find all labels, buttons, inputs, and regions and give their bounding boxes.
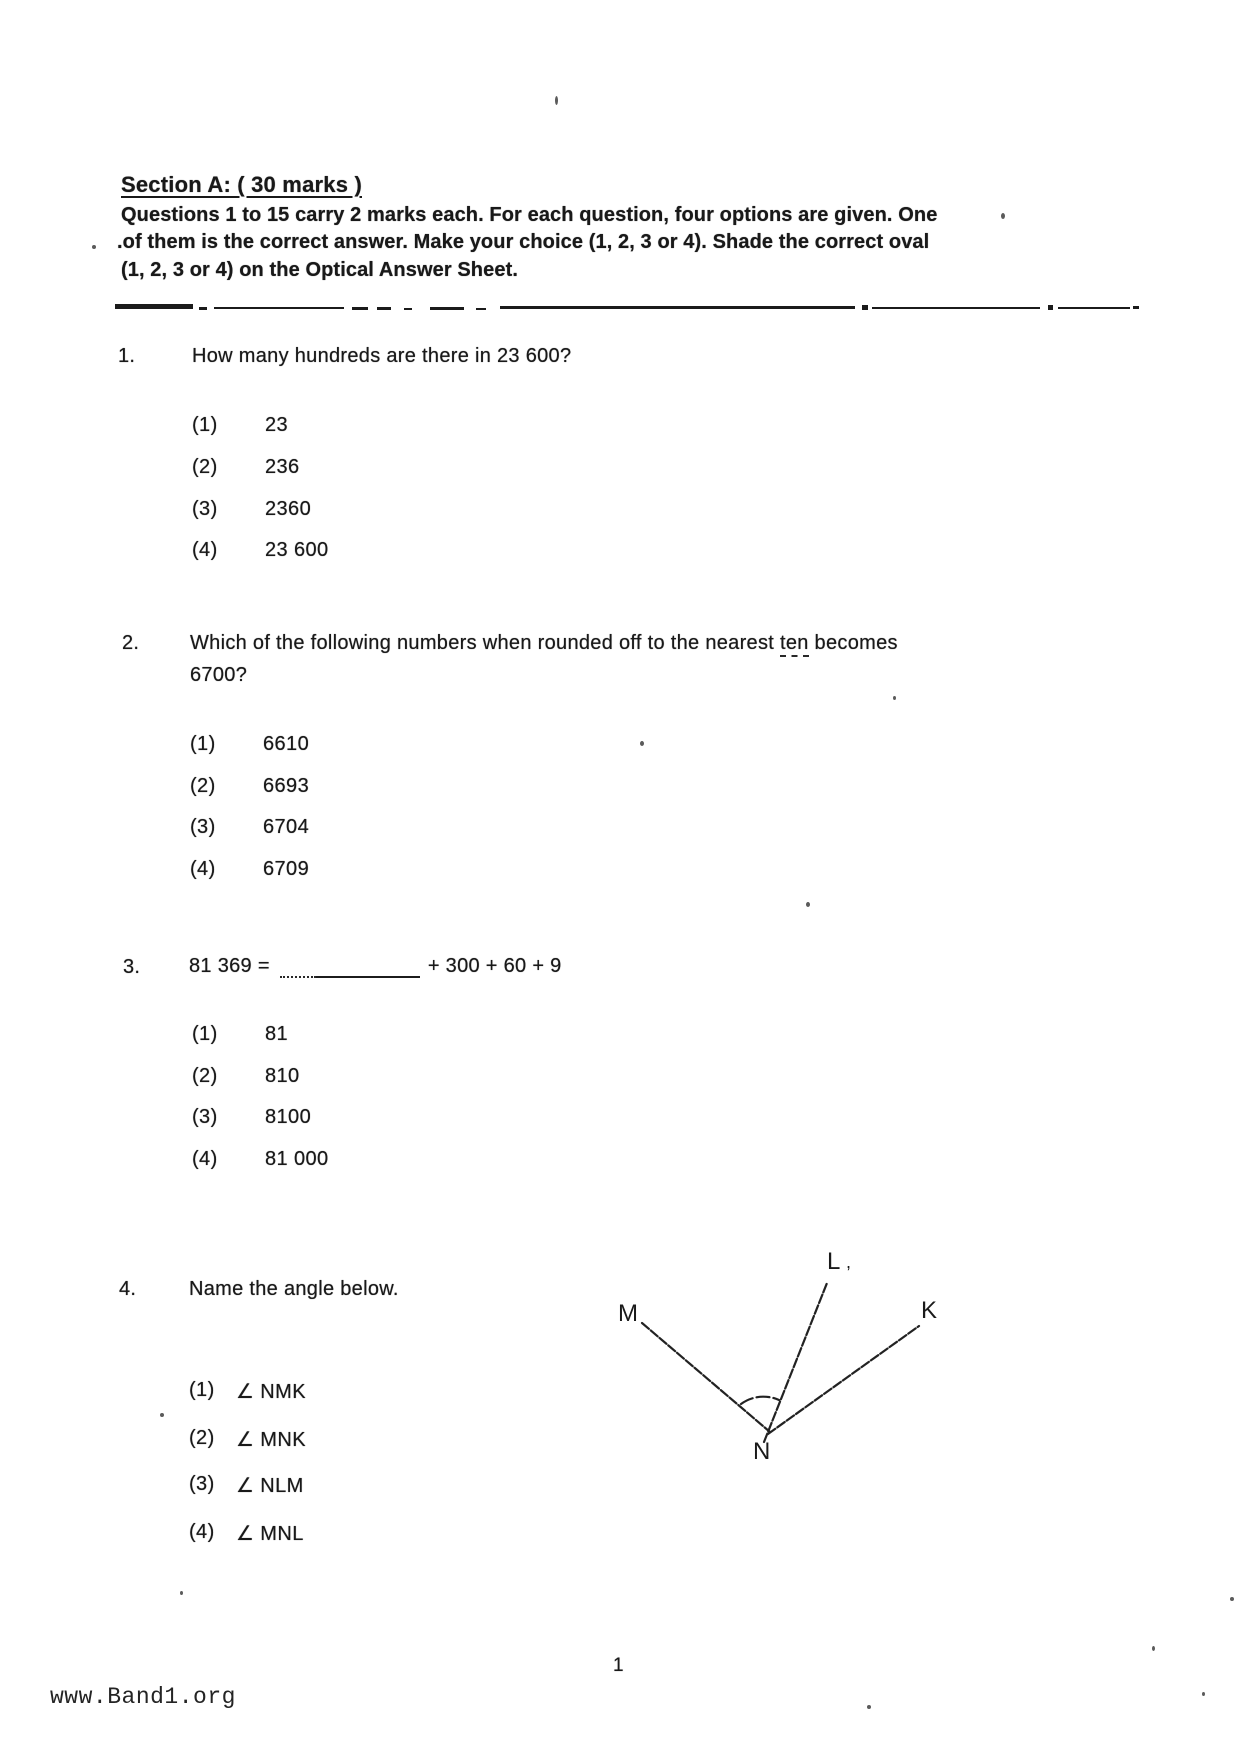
instructions-line-3: (1, 2, 3 or 4) on the Optical Answer Sheet.	[121, 259, 518, 281]
instructions-line-1: Questions 1 to 15 carry 2 marks each. For each question, four options are given. One	[121, 204, 938, 226]
divider-segment	[1048, 305, 1053, 310]
option-row	[190, 858, 309, 881]
scan-speck	[555, 96, 558, 105]
option-label: (1)	[189, 1379, 215, 1401]
scan-speck	[160, 1413, 164, 1417]
question-text	[190, 632, 898, 655]
divider-segment	[115, 304, 193, 309]
angle-diagram	[590, 1100, 1010, 1460]
ray-nk-line	[768, 1326, 919, 1434]
section-title: Section A: ( 30 marks )	[121, 172, 362, 197]
divider-segment	[352, 307, 368, 310]
scan-speck	[1152, 1646, 1155, 1651]
scan-speck	[92, 245, 96, 249]
fill-blank-dotted	[280, 952, 316, 978]
option-value: 8100	[265, 1106, 312, 1128]
option-value: 2360	[265, 498, 312, 520]
option-label: (4)	[192, 1148, 218, 1170]
question-text: Name the angle below.	[189, 1278, 399, 1300]
option-value: 81 000	[265, 1148, 329, 1170]
option-value: 6704	[263, 816, 310, 838]
option-row	[190, 775, 309, 798]
option-label: (3)	[190, 816, 216, 838]
option-row	[189, 1379, 306, 1404]
option-label: (3)	[192, 1106, 218, 1128]
ray-nl-line	[764, 1283, 827, 1442]
option-label: (2)	[192, 1065, 218, 1087]
option-label: (4)	[192, 539, 218, 561]
option-value: 23	[265, 414, 289, 436]
question-text: How many hundreds are there in 23 600?	[192, 345, 572, 367]
diagram-label-k: K	[921, 1297, 938, 1324]
option-value: 6693	[263, 775, 310, 797]
option-row	[192, 1065, 300, 1088]
option-label: (4)	[189, 1521, 215, 1543]
scan-speck	[806, 902, 810, 907]
option-value: 6709	[263, 858, 310, 880]
divider-segment	[1133, 306, 1139, 309]
option-value: 81	[265, 1023, 289, 1045]
option-label: (4)	[190, 858, 216, 880]
question-number: 4.	[119, 1278, 137, 1300]
option-value: 6610	[263, 733, 310, 755]
question-text-after: becomes	[808, 632, 898, 654]
scan-speck	[1230, 1597, 1234, 1601]
scan-speck	[1001, 213, 1005, 219]
scan-speck	[180, 1591, 183, 1595]
question-number: 1.	[118, 345, 136, 367]
option-label: (1)	[190, 733, 216, 755]
divider-segment	[430, 307, 464, 310]
option-row	[192, 1023, 288, 1046]
underlined-word: ten	[780, 632, 809, 657]
divider-segment	[404, 308, 412, 310]
option-row	[190, 733, 309, 756]
option-value: ∠ MNL	[236, 1523, 304, 1545]
option-row	[189, 1521, 304, 1546]
page-number: 1	[613, 1655, 624, 1676]
scan-speck	[1202, 1692, 1205, 1696]
scan-speck	[640, 741, 644, 746]
divider-segment	[377, 307, 391, 310]
option-value: ∠ NLM	[236, 1475, 304, 1497]
option-label: (2)	[189, 1427, 215, 1449]
fill-blank-line	[316, 952, 420, 978]
ray-nm-line	[642, 1323, 770, 1432]
divider-segment	[199, 307, 207, 310]
question-number: 3.	[123, 956, 141, 978]
question-text-line2: 6700?	[190, 664, 248, 686]
divider-segment	[862, 305, 868, 310]
option-value: ∠ NMK	[236, 1381, 306, 1403]
option-value: 236	[265, 456, 300, 478]
diagram-label-n: N	[753, 1438, 771, 1460]
diagram-label-l: L	[827, 1248, 841, 1275]
option-label: (1)	[192, 1023, 218, 1045]
diagram-comma-speck: ,	[846, 1252, 852, 1272]
question-equation	[189, 952, 562, 978]
divider-segment	[1058, 307, 1130, 309]
option-value: ∠ MNK	[236, 1429, 306, 1451]
option-row	[192, 539, 329, 562]
scan-speck	[867, 1705, 871, 1709]
watermark: www.Band1.org	[50, 1684, 236, 1710]
option-label: (2)	[192, 456, 218, 478]
diagram-label-m: M	[618, 1300, 638, 1327]
equation-right: + 300 + 60 + 9	[427, 955, 562, 977]
instructions-line-2: .of them is the correct answer. Make your choice (1, 2, 3 or 4). Shade the correct oval	[117, 231, 930, 253]
option-row	[189, 1473, 304, 1498]
option-row	[192, 498, 311, 521]
question-text-before: Which of the following numbers when rounded off to the nearest	[190, 632, 780, 654]
option-label: (3)	[192, 498, 218, 520]
option-row	[192, 1106, 311, 1129]
divider-segment	[476, 308, 486, 310]
question-number: 2.	[122, 632, 140, 654]
option-row	[190, 816, 309, 839]
scan-speck	[893, 696, 896, 700]
option-label: (3)	[189, 1473, 215, 1495]
divider-segment	[500, 306, 855, 309]
option-value: 810	[265, 1065, 300, 1087]
divider-segment	[214, 307, 344, 309]
angle-arc	[741, 1397, 779, 1404]
option-label: (1)	[192, 414, 218, 436]
option-row	[189, 1427, 306, 1452]
divider-segment	[872, 307, 1040, 309]
equation-left: 81 369 =	[189, 955, 270, 977]
option-row	[192, 414, 288, 437]
option-row	[192, 1148, 329, 1171]
option-row	[192, 456, 300, 479]
option-label: (2)	[190, 775, 216, 797]
option-value: 23 600	[265, 539, 329, 561]
